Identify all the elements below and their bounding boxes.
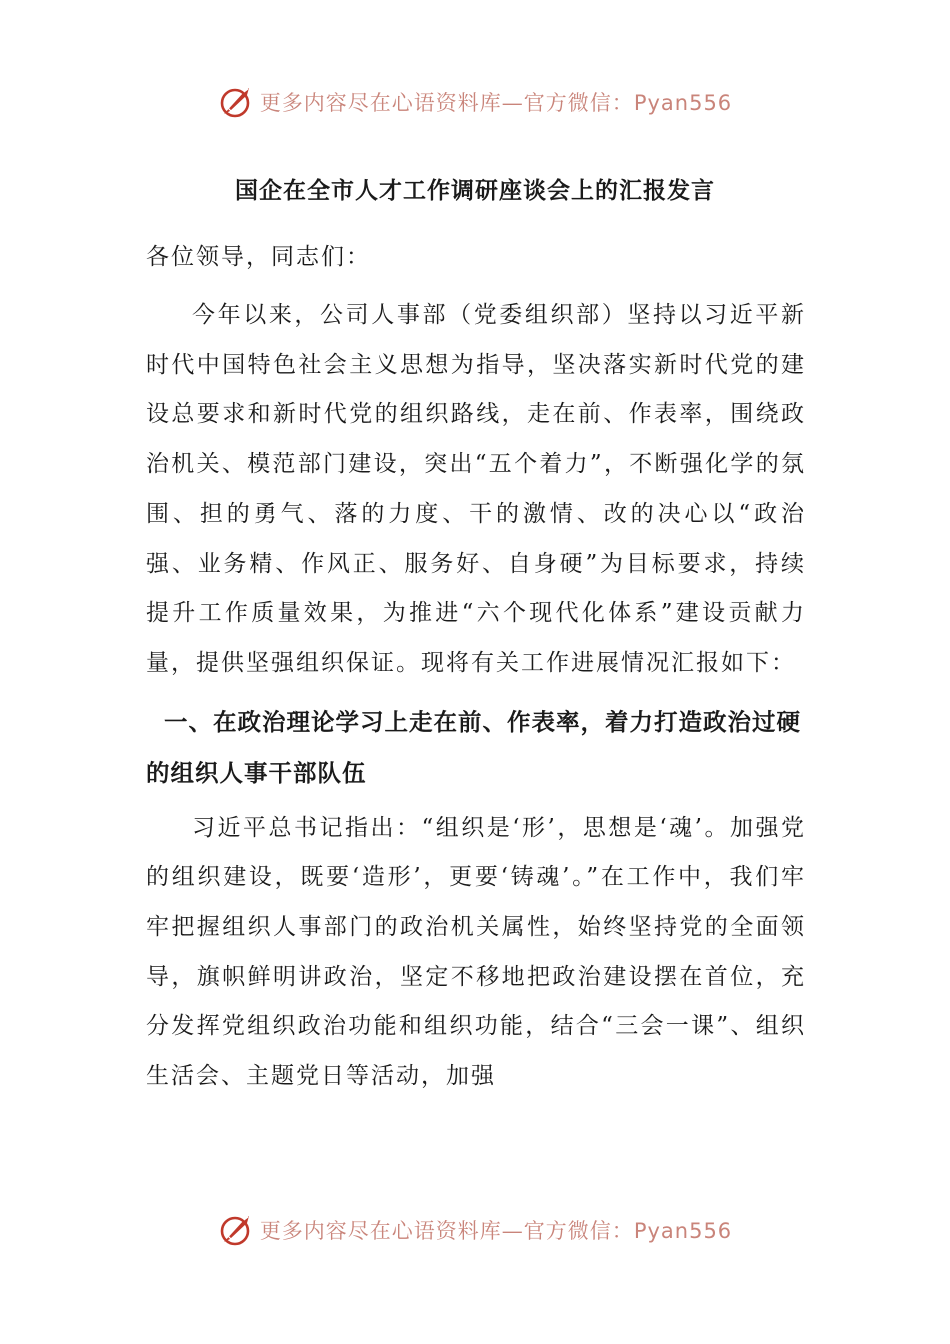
wechat-id: Pyan556 [633,1219,733,1243]
quill-logo-icon [218,1212,254,1248]
quill-logo-icon [218,84,254,120]
section-1-paragraph: 习近平总书记指出：“组织是‘形’，思想是‘魂’。加强党的组织建设，既要‘造形’，更要‘铸魂’。”在工作中，我们牢牢把握组织人事部门的政治机关属性，始终坚持党的全面领导，旗帜鲜明讲政治，坚定不移地把政治建设摆在首位，充分发挥党组织政治功能和组织功能，结合“三会一课”、组织生活会、主题党日等活动，加强 [146,814,806,1090]
wechat-id: Pyan556 [633,91,733,115]
watermark-text: 更多内容尽在心语资料库—官方微信：Pyan556 [259,91,733,115]
watermark-banner-bottom [0,1208,950,1252]
watermark-text: 更多内容尽在心语资料库—官方微信：Pyan556 [259,1219,733,1243]
document-body [146,232,806,1102]
section-1-heading: 一、在政治理论学习上走在前、作表率，着力打造政治过硬的组织人事干部队伍 [146,707,801,787]
document-title: 国企在全市人才工作调研座谈会上的汇报发言 [235,177,715,204]
watermark-banner-top [0,80,950,124]
salutation: 各位领导，同志们： [146,244,371,270]
intro-paragraph: 今年以来，公司人事部（党委组织部）坚持以习近平新时代中国特色社会主义思想为指导，坚决落实新时代党的建设总要求和新时代党的组织路线，走在前、作表率，围绕政治机关、模范部门建设，突出“五个着力”，不断强化学的氛围、担的勇气、落的力度、干的激情、改的决心以“政治强、业务精、作风正、服务好、自身硬”为目标要求，持续提升工作质量效果，为推进“六个现代化体系”建设贡献力量，提供坚强组织保证。现将有关工作进展情况汇报如下： [146,302,806,676]
